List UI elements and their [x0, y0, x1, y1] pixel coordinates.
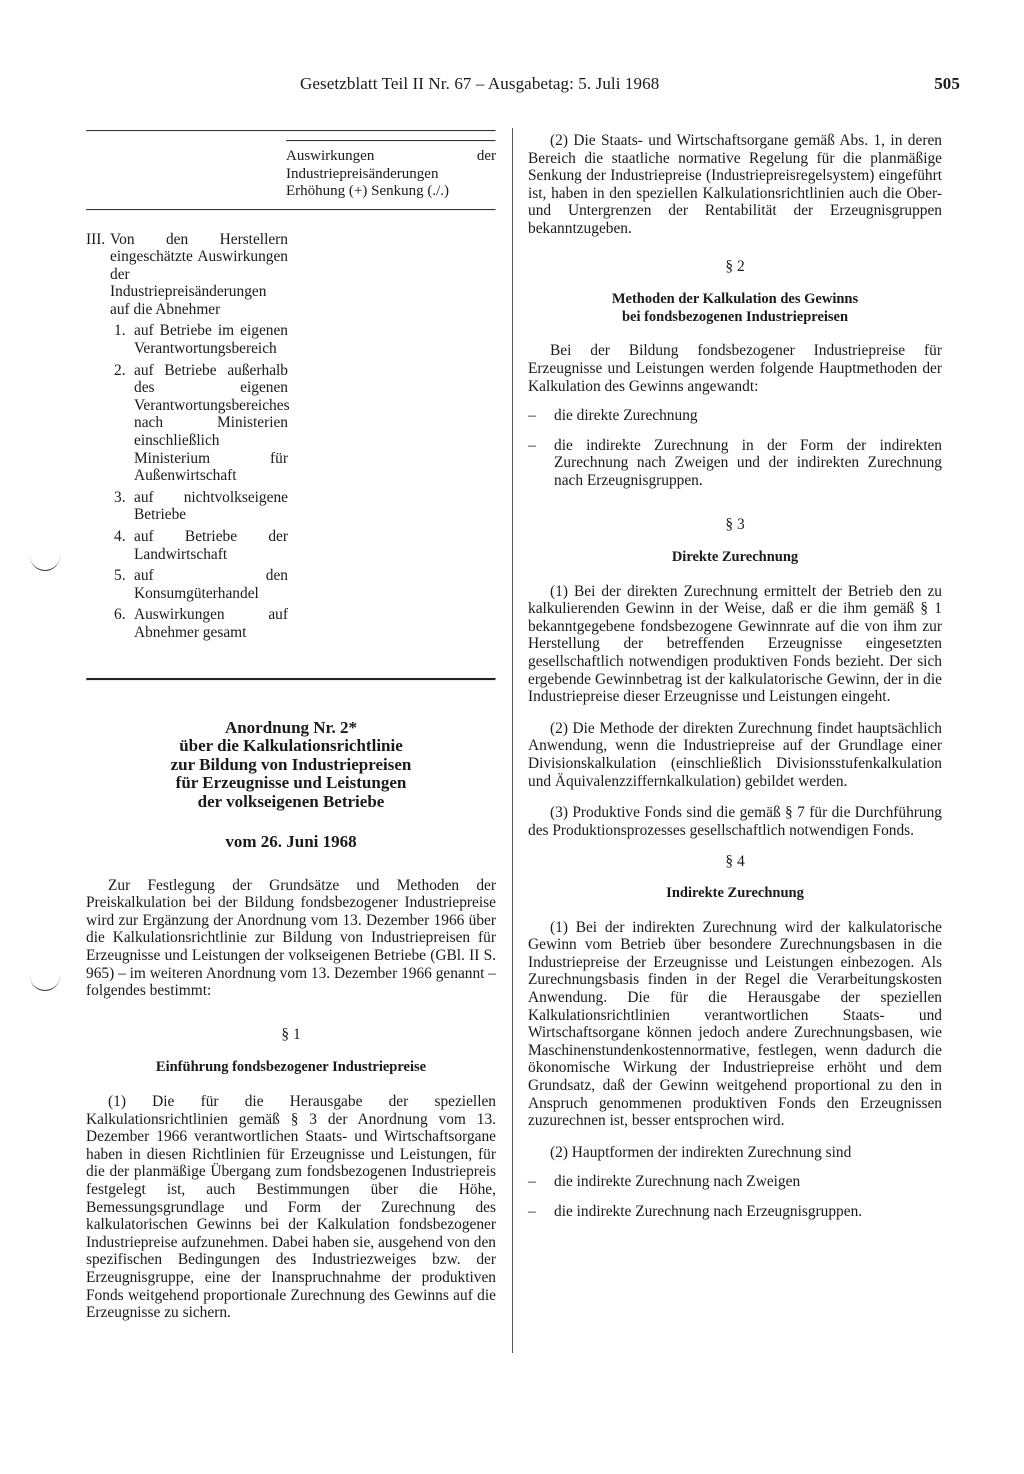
section-number: § 3 — [725, 515, 745, 533]
section-paragraph: (1) Die für die Herausgabe der speziellen Kalkulationsrichtlinien gemäß § 3 der Anordnung vom 13. Dezember 1966 verantwortlichen Staats- und Wirtschaftsorgane haben in diesen Richtlinien für Erzeugnisse und Leistungen, für die der planmäßige Übergang zum fondsbezogenen Industriepreis festgelegt ist, auch Bestimmungen über die Höhe, Bemessungsgrundlage und Form der Zurechnung des kalkulatorischen Gewinns bei der Kalkulation fondsbezogener Industriepreise aufzunehmen. Dabei haben sie, ausgehend von den spezifischen Bedingungen des Industriezweiges bzw. der Erzeugnisgruppe, eine der Inanspruchnahme der produktiven Fonds weitgehend proportionale Zurechnung des Gewinns auf die Erzeugnisse zu sichern. — [86, 1093, 496, 1322]
section-title — [528, 291, 942, 326]
ordinance-title-line: Anordnung Nr. 2* — [224, 717, 358, 737]
list-item-number: 1. — [114, 322, 126, 340]
section-number: § 4 — [725, 853, 745, 871]
dash-list-item — [528, 1173, 942, 1191]
section-number: § 1 — [281, 1025, 301, 1043]
ordinance-title — [86, 719, 496, 812]
list-item-number: 3. — [114, 488, 126, 506]
table-rule-header-bottom — [86, 209, 496, 211]
dash-list-text: die indirekte Zurechnung nach Zweigen — [554, 1173, 801, 1191]
section-paragraph: (3) Produktive Fonds sind die gemäß § 7 für die Durchführung des Produktionsprozesses gesellschaftlich notwendigen Fonds. — [528, 804, 942, 839]
list-item-number: 6. — [114, 606, 126, 624]
list-item-roman — [86, 231, 298, 319]
dash-list-text: die indirekte Zurechnung in der Form der indirekten Zurechnung nach Zweigen und der indirekten Zurechnung nach Erzeugnisgruppen. — [554, 436, 942, 489]
list-item-number: III. — [86, 230, 106, 248]
dash-bullet: – — [528, 407, 536, 425]
ordinance-title-line: der volkseigenen Betriebe — [197, 791, 385, 811]
list-item — [86, 322, 298, 357]
margin-mark — [30, 556, 60, 571]
dash-list-item — [528, 1203, 942, 1221]
left-column — [86, 130, 496, 1322]
page-header — [300, 74, 960, 94]
list-item-text: auf nichtvolkseigene Betriebe — [134, 488, 288, 524]
section-paragraph: (1) Bei der indirekten Zurechnung wird der kalkulatorische Gewinn vom Betrieb über besondere Zurechnungsbasen in die Industriepreise der Erzeugnisse und Leistungen einbezogen. Als Zurechnungsbasis finden in der Regel die Verarbeitungskosten Anwendung. Die für die Herausgabe der speziellen Kalkulationsrichtlinien verantwortlichen Staats- und Wirtschaftsorgane können jedoch andere Zurechnungsbasen, wie Maschinenstundenkostennormative, festlegen, wenn dadurch die ökonomische Wirkung der Industriepreise erhöht und dem Grundsatz, daß der Gewinn weitgehend proportional zu den in Anspruch genommenen produktiven Fonds den Erzeugnissen zuzurechnen ist, besser entsprochen wird. — [528, 918, 942, 1130]
section-title: Direkte Zurechnung — [671, 549, 799, 566]
section-paragraph: (2) Die Staats- und Wirtschaftsorgane gemäß Abs. 1, in deren Bereich die staatliche normative Regelung für die planmäßige Senkung der Industriepreise (Industriepreisregelsystem) eingeführt ist, haben in den speziellen Kalkulationsrichtlinien auch die Ober- und Untergrenzen der Rentabilität der Erzeugnisgruppen bekanntzugeben. — [528, 132, 942, 237]
intro-paragraph: Zur Festlegung der Grundsätze und Methoden der Preiskalkulation bei der Bildung fondsbezogener Industriepreise wird zur Ergänzung der Anordnung vom 13. Dezember 1966 über die Kalkulationsrichtlinie zur Bildung von Industriepreisen für Erzeugnisse und Leistungen der volkseigenen Betriebe (GBl. II S. 965) – im weiteren Anordnung vom 13. Dezember 1966 genannt – folgendes bestimmt: — [86, 876, 496, 1000]
right-column — [528, 132, 942, 1221]
list-item — [86, 528, 298, 563]
dash-list-text: die indirekte Zurechnung nach Erzeugnisgruppen. — [554, 1202, 863, 1220]
ordinance-title-line: für Erzeugnisse und Leistungen — [175, 773, 407, 793]
section-paragraph: (1) Bei der direkten Zurechnung ermittelt der Betrieb den zu kalkulierenden Gewinn in der Weise, daß er die ihm gemäß § 1 bekanntgegebene fondsbezogene Gewinnrate auf die von ihm zur Herstellung der betreffenden Erzeugnisse eingesetzten gesellschaftlich notwendigen produktiven Fonds bezieht. Der sich ergebende Gewinnbetrag ist der kalkulatorische Gewinn, der in die Industriepreise dieser Erzeugnisse und Leistungen eingeht. — [528, 582, 942, 706]
list-item-text: Auswirkungen auf Abnehmer gesamt — [134, 606, 288, 641]
section-title: Einführung fondsbezogener Industriepreise — [155, 1059, 427, 1076]
list-item-number: 4. — [114, 528, 126, 545]
dash-bullet: – — [528, 1202, 536, 1220]
ordinance-title-line: über die Kalkulationsrichtlinie — [179, 736, 403, 756]
list-item — [86, 362, 298, 485]
list-item-text: auf Betriebe der Landwirtschaft — [134, 528, 288, 563]
table-rule-inner — [286, 140, 496, 142]
table-column-header: Auswirkungen der Industriepreisänderungen Erhöhung (+) Senkung (./.) — [286, 148, 496, 199]
dash-bullet: – — [528, 436, 536, 454]
section-title-line: bei fondsbezogenen Industriepreisen — [621, 308, 849, 325]
list-item-text: auf den Konsumgüterhandel — [134, 567, 288, 602]
list-item-text: auf Betriebe im eigenen Verantwortungsbereich — [134, 322, 288, 358]
section-paragraph: (2) Hauptformen der indirekten Zurechnung sind — [550, 1143, 852, 1161]
dash-list-item — [528, 437, 942, 490]
ordinance-title-line: zur Bildung von Industriepreisen — [170, 754, 412, 774]
section-paragraph: Bei der Bildung fondsbezogener Industriepreise für Erzeugnisse und Leistungen werden folgende Hauptmethoden der Kalkulation des Gewinns angewandt: — [528, 342, 942, 395]
list-item-number: 5. — [114, 567, 126, 585]
section-title: Indirekte Zurechnung — [666, 885, 804, 901]
column-divider — [512, 128, 513, 1353]
list-item — [86, 567, 298, 602]
page-number: 505 — [934, 74, 960, 93]
dash-bullet: – — [528, 1173, 536, 1191]
dash-list-text: die direkte Zurechnung — [554, 407, 698, 425]
effects-list — [86, 231, 298, 642]
list-item-text: auf Betriebe außerhalb des eigenen Verantwortungsbereiches nach Ministerien einschließlich Ministerium für Außenwirtschaft — [134, 361, 290, 485]
list-item — [86, 489, 298, 524]
dash-list-item — [528, 407, 942, 425]
list-item-text: Von den Herstellern eingeschätzte Auswirkungen der Industriepreisänderungen auf die Abnehmer — [110, 230, 288, 318]
list-item — [86, 606, 298, 641]
header-title: Gesetzblatt Teil II Nr. 67 – Ausgabetag: 5. Juli 1968 — [300, 74, 660, 93]
ordinance-date: vom 26. Juni 1968 — [225, 832, 357, 852]
section-title-line: Methoden der Kalkulation des Gewinns — [611, 291, 859, 308]
section-separator — [86, 678, 496, 681]
section-paragraph: (2) Die Methode der direkten Zurechnung findet hauptsächlich Anwendung, wenn die Industriepreise auf der Grundlage einer Divisionskalkulation (einschließlich Divisionsstufenkalkulation und Äquivalenzziffernkalkulation) gebildet werden. — [528, 719, 942, 790]
list-item-number: 2. — [114, 361, 126, 379]
section-number: § 2 — [725, 257, 745, 275]
margin-mark — [30, 976, 60, 991]
